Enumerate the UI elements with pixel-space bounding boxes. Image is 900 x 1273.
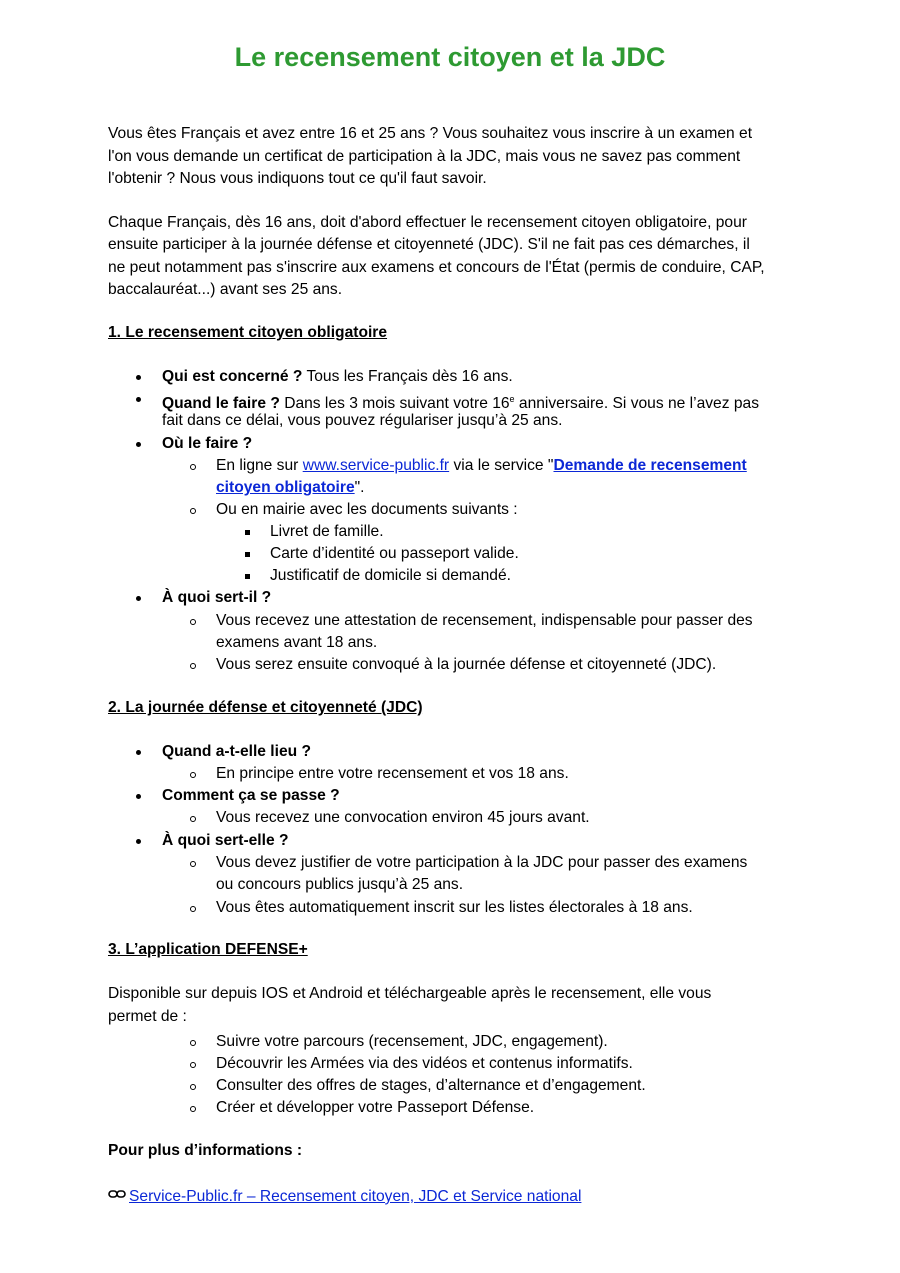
demande-recensement-link[interactable]: Demande de recensement [553, 457, 747, 474]
s1-online-mid: via le service " [449, 457, 554, 474]
bullet-square-icon [245, 530, 250, 535]
s3-item: Découvrir les Armées via des vidéos et contenus informatifs. [216, 1055, 633, 1072]
demande-recensement-link-cont[interactable]: citoyen obligatoire [216, 479, 355, 496]
intro-p2-line-4: baccalauréat...) avant ses 25 ans. [108, 281, 343, 298]
bullet-circle-icon [190, 906, 196, 912]
s1-when-text-b: anniversaire. Si vous ne l’avez pas [514, 395, 759, 412]
intro-p2-line-1: Chaque Français, dès 16 ans, doit d'abord effectuer le recensement citoyen obligatoire, pour [108, 214, 747, 231]
page-title: Le recensement citoyen et la JDC [234, 42, 666, 72]
intro-p2-line-2: ensuite participer à la journée défense et citoyenneté (JDC). S'il ne fait pas ces démarches, il [108, 236, 750, 253]
s2-how-label: Comment ça se passe ? [162, 787, 340, 804]
bullet-dot-icon [136, 397, 141, 402]
s1-when-line-2: fait dans ce délai, vous pouvez régulariser jusqu’à 25 ans. [162, 412, 563, 429]
service-public-recensement-link[interactable]: Service-Public.fr – Recensement citoyen, JDC et Service national [129, 1188, 582, 1205]
s1-when-label: Quand le faire ? [162, 395, 280, 412]
s1-who-label: Qui est concerné ? [162, 368, 303, 385]
bullet-dot-icon [136, 596, 141, 601]
s1-online-suffix: ". [354, 479, 365, 496]
intro-p2-line-3: ne peut notamment pas s'inscrire aux examens et concours de l'État (permis de conduire, CAP, [108, 259, 765, 276]
bullet-dot-icon [136, 375, 141, 380]
s2-purpose-item: Vous devez justifier de votre participation à la JDC pour passer des examens [216, 854, 748, 871]
intro-p1-line-3: l'obtenir ? Nous vous indiquons tout ce qu'il faut savoir. [108, 170, 487, 187]
s1-purpose-item-cont: examens avant 18 ans. [216, 634, 378, 651]
intro-p1-line-1: Vous êtes Français et avez entre 16 et 25 ans ? Vous souhaitez vous inscrire à un examen et [108, 125, 753, 142]
s1-doc-item: Justificatif de domicile si demandé. [270, 567, 511, 584]
s1-purpose-item: Vous serez ensuite convoqué à la journée défense et citoyenneté (JDC). [216, 656, 717, 673]
link-chain-icon [108, 1184, 126, 1206]
s3-item: Créer et développer votre Passeport Défense. [216, 1099, 535, 1116]
bullet-circle-icon [190, 663, 196, 669]
bullet-circle-icon [190, 1062, 196, 1068]
s1-who-text: Tous les Français dès 16 ans. [302, 368, 513, 385]
bullet-dot-icon [136, 839, 141, 844]
more-info-link-row [108, 1186, 581, 1208]
bullet-circle-icon [190, 1084, 196, 1090]
bullet-circle-icon [190, 1040, 196, 1046]
bullet-dot-icon [136, 750, 141, 755]
s2-purpose-item-cont: ou concours publics jusqu’à 25 ans. [216, 876, 464, 893]
s3-item: Suivre votre parcours (recensement, JDC, engagement). [216, 1033, 608, 1050]
bullet-square-icon [245, 552, 250, 557]
s1-mairie-item: Ou en mairie avec les documents suivants : [216, 501, 518, 518]
bullet-dot-icon [136, 794, 141, 799]
bullet-circle-icon [190, 816, 196, 822]
intro-p1-line-2: l'on vous demande un certificat de participation à la JDC, mais vous ne savez pas comment [108, 148, 741, 165]
bullet-circle-icon [190, 1106, 196, 1112]
s1-who-item [162, 366, 513, 388]
s1-online-line-2 [216, 477, 365, 499]
bullet-circle-icon [190, 508, 196, 514]
s3-intro-line-2: permet de : [108, 1008, 187, 1025]
s1-when-sup: e [509, 394, 515, 404]
s2-how-item: Vous recevez une convocation environ 45 jours avant. [216, 809, 590, 826]
bullet-circle-icon [190, 464, 196, 470]
bullet-circle-icon [190, 861, 196, 867]
more-info-label: Pour plus d’informations : [108, 1142, 303, 1159]
section-3-heading: 3. L’application DEFENSE+ [108, 941, 308, 958]
s1-purpose-item: Vous recevez une attestation de recensement, indispensable pour passer des [216, 612, 753, 629]
service-public-link[interactable]: www.service-public.fr [302, 457, 450, 474]
s2-purpose-item: Vous êtes automatiquement inscrit sur les listes électorales à 18 ans. [216, 899, 693, 916]
s3-item: Consulter des offres de stages, d’alternance et d’engagement. [216, 1077, 646, 1094]
section-1-heading: 1. Le recensement citoyen obligatoire [108, 324, 388, 341]
section-2-heading: 2. La journée défense et citoyenneté (JDC) [108, 699, 423, 716]
bullet-square-icon [245, 574, 250, 579]
bullet-circle-icon [190, 772, 196, 778]
s1-when-text-a: Dans les 3 mois suivant votre 16 [279, 395, 510, 412]
s2-when-item: En principe entre votre recensement et vos 18 ans. [216, 765, 569, 782]
s1-online-prefix: En ligne sur [216, 457, 303, 474]
s3-intro-line-1: Disponible sur depuis IOS et Android et téléchargeable après le recensement, elle vous [108, 985, 712, 1002]
s1-doc-item: Livret de famille. [270, 523, 384, 540]
s1-online-item [216, 455, 747, 477]
s1-doc-item: Carte d’identité ou passeport valide. [270, 545, 519, 562]
s1-purpose-label: À quoi sert-il ? [162, 589, 272, 606]
s2-purpose-label: À quoi sert-elle ? [162, 832, 289, 849]
s2-when-label: Quand a-t-elle lieu ? [162, 743, 312, 760]
bullet-dot-icon [136, 442, 141, 447]
s1-where-label: Où le faire ? [162, 435, 253, 452]
bullet-circle-icon [190, 619, 196, 625]
